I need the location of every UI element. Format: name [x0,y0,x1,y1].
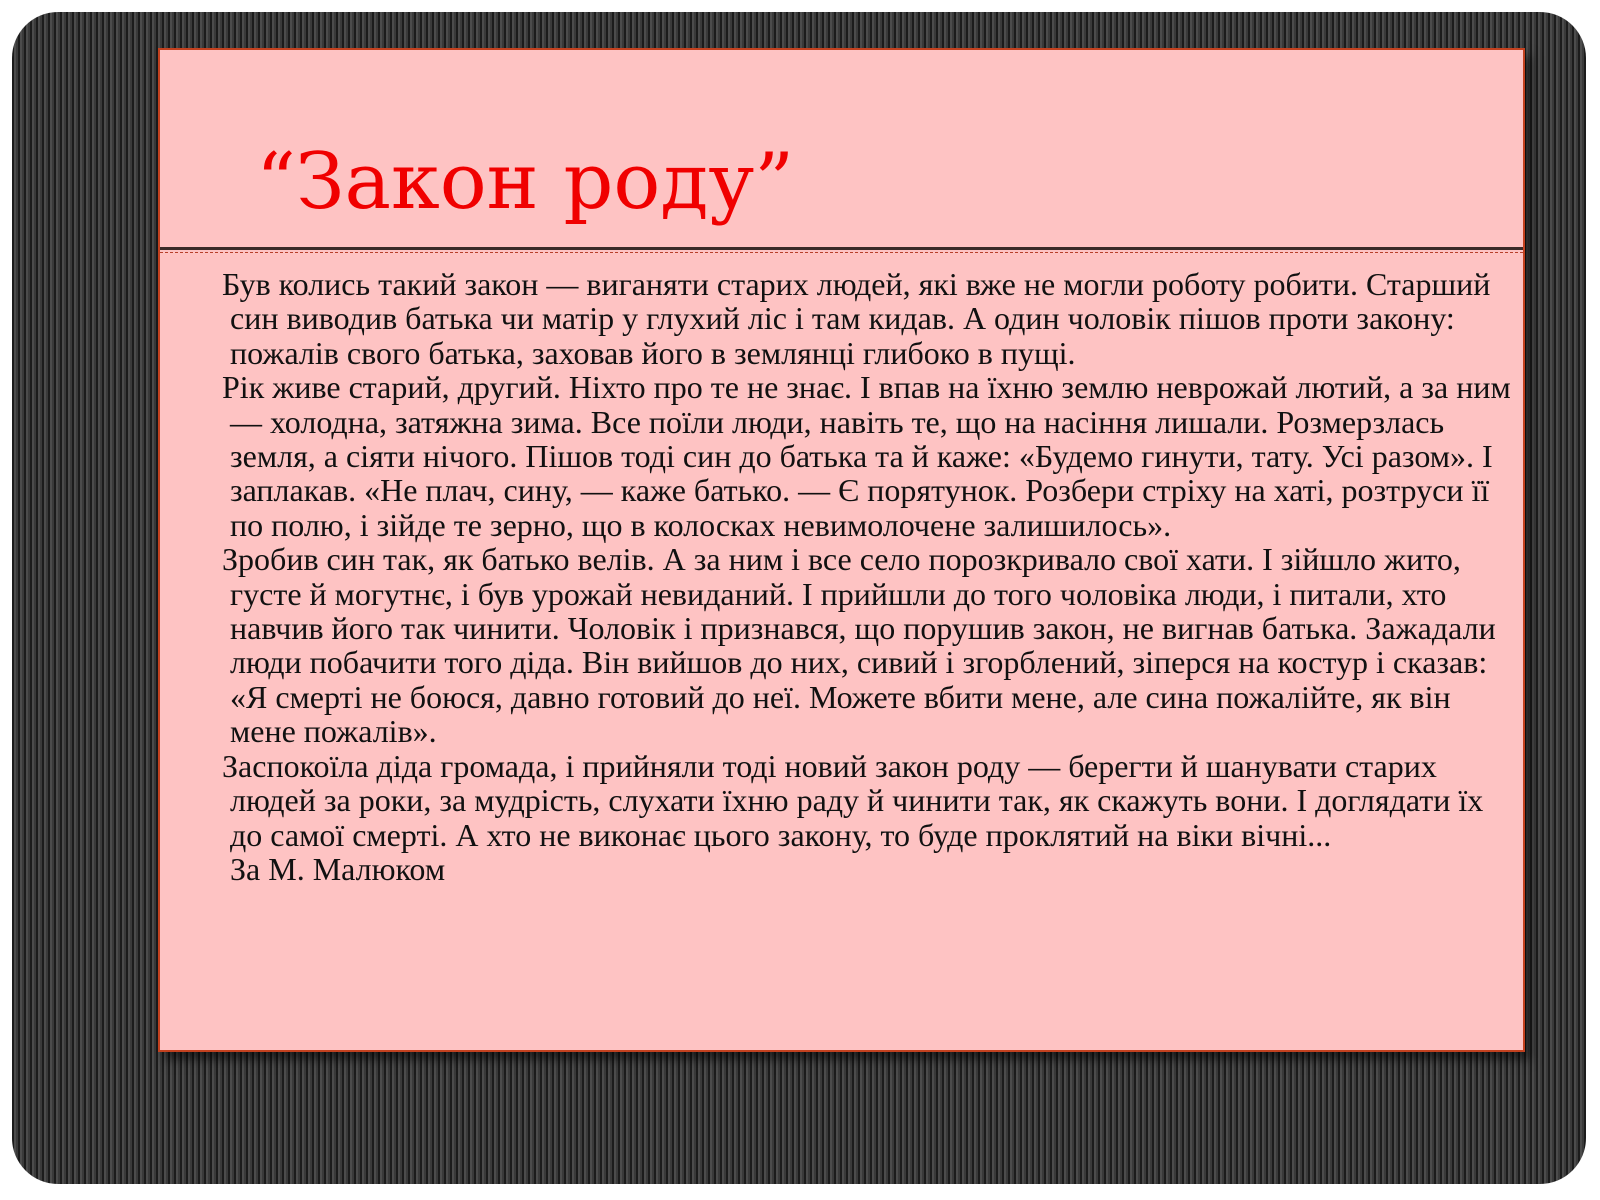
slide-title: “Закон роду” [256,137,795,227]
paragraph-4: Заспокоїла діда громада, і прийняли тоді новий закон роду — берегти й шанувати старих людей за роки, за мудрість, слухати їхню раду й чинити так, як скажуть вони. І доглядати їх до самої смерті. А хто не виконає цього закону, то буде проклятий на віки вічні... [222,747,1484,853]
title-area [160,50,1523,250]
paragraph-1: Був колись такий закон — виганяти старих людей, які вже не могли роботу робити. Старший син виводив батька чи матір у глухий ліс і там кидав. А один чоловік пішов проти закону: пожалів свого батька, заховав його в землянці глибоко в пущі. [222,266,1491,371]
slide-background [12,12,1586,1184]
attribution: За М. Малюком [230,850,446,887]
paragraph-3: Зробив син так, як батько велів. А за ним і все село порозкривало свої хати. І зійшло жито, густе й могутнє, і був урожай невиданий. І прийшли до того чоловіка люди, і питали, хто навчив його так чинити. Чоловік і признався, що порушив закон, не вигнав батька. Зажадали люди побачити того діда. Він вийшов до них, сивий і згорблений, зіперся на костур і сказав: «Я смерті не боюся, давно готовий до неї. Можете вбити мене, але сина пожалійте, як він мене пожалів». [222,541,1496,750]
story-text [222,267,1522,886]
paragraph-2: Рік живе старий, другий. Ніхто про те не знає. І впав на їхню землю неврожай лютий, а за ним — холодна, затяжна зима. Все поїли люди, навіть те, що на насіння лишали. Розмерзлась земля, а сіяти нічого. Пішов тоді син до батька та й каже: «Будемо гинути, тату. Усі разом». І заплакав. «Не плач, сину, — каже батько. — Є порятунок. Розбери стріху на хаті, розтруси її по полю, і зійде те зерно, що в колосках невимолочене залишилось». [222,369,1511,543]
content-panel [158,48,1525,1052]
